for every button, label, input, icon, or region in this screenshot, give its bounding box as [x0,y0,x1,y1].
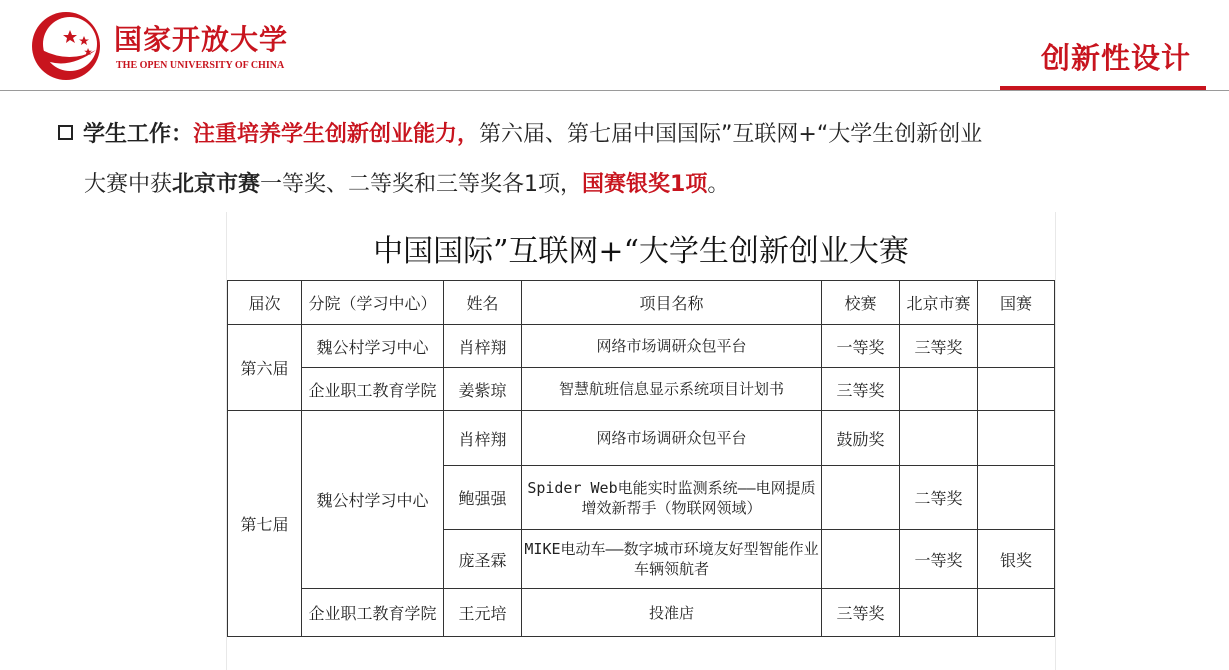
para-highlight-2: 国赛银奖1项 [582,172,708,197]
school-award-cell [822,466,900,530]
para-text-3: 一等奖、二等奖和三等奖各1项， [260,172,583,197]
project-cell: 网络市场调研众包平台 [522,411,822,466]
dept-cell: 魏公村学习中心 [302,325,444,368]
school-award-cell [822,530,900,589]
para-text-4: 。 [707,172,730,197]
body-paragraph [58,110,1198,210]
dept-cell: 企业职工教育学院 [302,589,444,637]
beijing-award-cell: 三等奖 [900,325,978,368]
beijing-award-cell: 二等奖 [900,466,978,530]
table-row [228,368,1055,411]
project-cell: 投准店 [522,589,822,637]
school-award-cell: 一等奖 [822,325,900,368]
beijing-award-cell [900,368,978,411]
header-cell: 校赛 [822,281,900,325]
header-cell: 北京市赛 [900,281,978,325]
table-header-row [228,281,1055,325]
school-award-cell: 三等奖 [822,368,900,411]
header-cell: 国赛 [978,281,1055,325]
session-cell: 第七届 [228,411,302,637]
project-cell: 智慧航班信息显示系统项目计划书 [522,368,822,411]
logo-english-name: THE OPEN UNIVERSITY OF CHINA [116,60,285,71]
school-award-cell: 鼓励奖 [822,411,900,466]
para-text-1: 第六届、第七届中国国际”互联网+“大学生创新创业 [479,122,983,147]
header-cell: 项目名称 [522,281,822,325]
beijing-award-cell: 一等奖 [900,530,978,589]
table-row [228,325,1055,368]
para-label: 学生工作： [83,122,194,147]
header-cell: 分院（学习中心） [302,281,444,325]
national-award-cell [978,411,1055,466]
national-award-cell [978,466,1055,530]
national-award-cell [978,325,1055,368]
name-cell: 鲍强强 [444,466,522,530]
square-bullet-icon [58,125,73,140]
national-award-cell [978,589,1055,637]
name-cell: 庞圣霖 [444,530,522,589]
para-highlight-1: 注重培养学生创新创业能力， [193,122,480,147]
project-cell: 网络市场调研众包平台 [522,325,822,368]
table-row [228,411,1055,466]
project-cell: Spider Web电能实时监测系统——电网提质增效新帮手（物联网领域） [522,466,822,530]
para-bold: 北京市赛 [172,172,261,197]
name-cell: 姜紫琼 [444,368,522,411]
para-text-2: 大赛中获 [84,172,173,197]
header-cell: 姓名 [444,281,522,325]
beijing-award-cell [900,411,978,466]
dept-cell: 企业职工教育学院 [302,368,444,411]
awards-table [227,280,1055,637]
project-cell: MIKE电动车——数字城市环境友好型智能作业车辆领航者 [522,530,822,589]
beijing-award-cell [900,589,978,637]
national-award-cell [978,368,1055,411]
logo-chinese-name: 国家开放大学 [114,23,289,56]
school-award-cell: 三等奖 [822,589,900,637]
table-row [228,589,1055,637]
name-cell: 王元培 [444,589,522,637]
name-cell: 肖梓翔 [444,325,522,368]
name-cell: 肖梓翔 [444,411,522,466]
national-award-cell: 银奖 [978,530,1055,589]
section-title: 创新性设计 [1040,41,1191,75]
session-cell: 第六届 [228,325,302,411]
doc-title: 中国国际”互联网+“大学生创新创业大赛 [373,234,909,269]
header-divider [0,90,1229,91]
university-emblem-icon [30,10,102,82]
header-cell: 届次 [228,281,302,325]
dept-cell: 魏公村学习中心 [302,411,444,589]
embedded-document [226,212,1056,670]
